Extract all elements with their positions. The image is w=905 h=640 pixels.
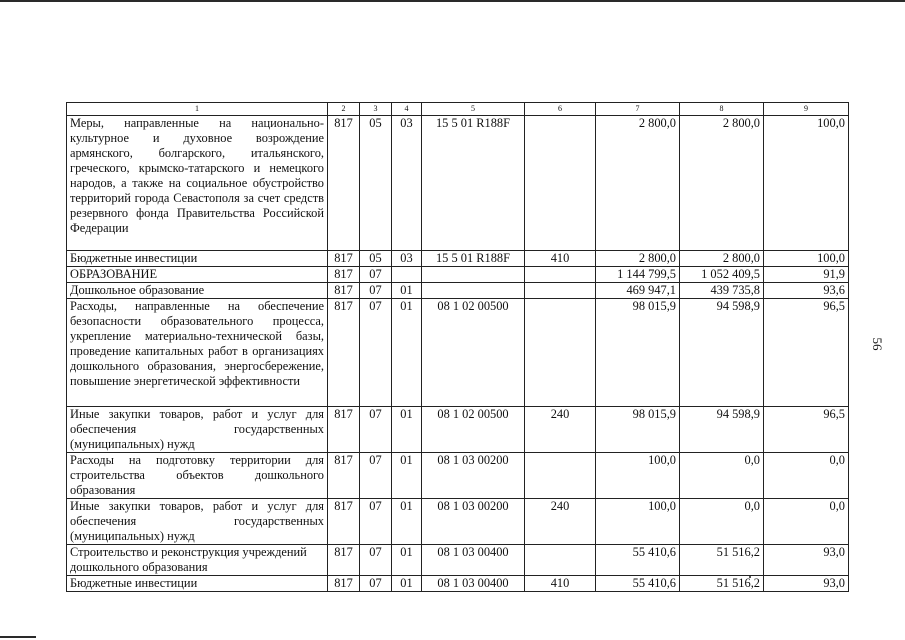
row-percent: 96,5 [764, 299, 849, 407]
row-percent: 0,0 [764, 453, 849, 499]
row-executed: 1 052 409,5 [680, 267, 764, 283]
row-subsection: 01 [392, 283, 422, 299]
row-subsection: 01 [392, 499, 422, 545]
row-subsection: 01 [392, 407, 422, 453]
row-grbs: 817 [328, 299, 360, 407]
row-target-article: 08 1 02 00500 [422, 299, 525, 407]
header-cell: 6 [525, 103, 596, 116]
row-subsection [392, 267, 422, 283]
row-subsection: 01 [392, 545, 422, 576]
row-name: Дошкольное образование [67, 283, 328, 299]
row-subsection: 03 [392, 251, 422, 267]
table-row [67, 251, 849, 267]
row-plan: 1 144 799,5 [596, 267, 680, 283]
row-section: 07 [360, 283, 392, 299]
row-plan: 2 800,0 [596, 251, 680, 267]
header-cell: 9 [764, 103, 849, 116]
row-target-article: 08 1 02 00500 [422, 407, 525, 453]
row-target-article [422, 267, 525, 283]
table-row [67, 267, 849, 283]
row-section: 05 [360, 116, 392, 251]
row-grbs: 817 [328, 576, 360, 592]
row-target-article: 08 1 03 00200 [422, 499, 525, 545]
header-cell: 7 [596, 103, 680, 116]
row-name: Расходы на подготовку территории для строительства объектов дошкольного образования [67, 453, 328, 499]
row-expense-type [525, 299, 596, 407]
row-section: 07 [360, 545, 392, 576]
table-row [67, 116, 849, 251]
row-executed: 94 598,9 [680, 407, 764, 453]
row-percent: 100,0 [764, 251, 849, 267]
row-executed: 94 598,9 [680, 299, 764, 407]
row-target-article: 15 5 01 R188F [422, 116, 525, 251]
row-section: 07 [360, 407, 392, 453]
row-section: 07 [360, 576, 392, 592]
row-grbs: 817 [328, 453, 360, 499]
row-subsection: 01 [392, 299, 422, 407]
row-expense-type: 410 [525, 576, 596, 592]
table-row [67, 545, 849, 576]
row-percent: 93,6 [764, 283, 849, 299]
row-subsection: 03 [392, 116, 422, 251]
row-name: Строительство и реконструкция учреждений дошкольного образования [67, 545, 328, 576]
row-executed: 51 516,2 [680, 576, 764, 592]
row-plan: 55 410,6 [596, 576, 680, 592]
row-name: ОБРАЗОВАНИЕ [67, 267, 328, 283]
row-percent: 93,0 [764, 545, 849, 576]
row-expense-type [525, 116, 596, 251]
header-cell: 2 [328, 103, 360, 116]
row-subsection: 01 [392, 576, 422, 592]
row-grbs: 817 [328, 283, 360, 299]
row-expense-type: 410 [525, 251, 596, 267]
row-expense-type [525, 453, 596, 499]
row-grbs: 817 [328, 545, 360, 576]
table-header-row [67, 103, 849, 116]
row-name: Иные закупки товаров, работ и услуг для обеспечения государственных (муниципальных) нужд [67, 499, 328, 545]
row-plan: 2 800,0 [596, 116, 680, 251]
row-expense-type [525, 267, 596, 283]
table-row [67, 283, 849, 299]
table-row [67, 407, 849, 453]
row-name: Бюджетные инвестиции [67, 251, 328, 267]
row-target-article [422, 283, 525, 299]
row-expense-type: 240 [525, 499, 596, 545]
row-name: Меры, направленные на национально-культурное и духовное возрождение армянского, болгарского, итальянского, греческого, крымско-татарского и немецкого народов, а также на социальное обустройство территорий города Севастополя за счет средств резервного фонда Правительства Российской Федерации [67, 116, 328, 251]
scan-bottom-mark [0, 636, 36, 638]
header-cell: 4 [392, 103, 422, 116]
page-number: 56 [870, 337, 885, 351]
table-row [67, 576, 849, 592]
row-section: 07 [360, 499, 392, 545]
row-section: 07 [360, 267, 392, 283]
row-section: 05 [360, 251, 392, 267]
row-plan: 98 015,9 [596, 299, 680, 407]
table-row [67, 499, 849, 545]
row-grbs: 817 [328, 251, 360, 267]
header-cell: 8 [680, 103, 764, 116]
row-plan: 55 410,6 [596, 545, 680, 576]
row-name: Иные закупки товаров, работ и услуг для обеспечения государственных (муниципальных) нужд [67, 407, 328, 453]
row-grbs: 817 [328, 267, 360, 283]
row-target-article: 08 1 03 00200 [422, 453, 525, 499]
row-plan: 100,0 [596, 453, 680, 499]
header-cell: 3 [360, 103, 392, 116]
row-expense-type [525, 545, 596, 576]
row-grbs: 817 [328, 499, 360, 545]
row-plan: 469 947,1 [596, 283, 680, 299]
row-executed: 2 800,0 [680, 116, 764, 251]
row-name: Расходы, направленные на обеспечение безопасности образовательного процесса, укрепление материально-технической базы, проведение капитальных работ в организациях дошкольного образования, энергосбережение, повышение энергетической эффективности [67, 299, 328, 407]
row-executed: 0,0 [680, 453, 764, 499]
row-plan: 100,0 [596, 499, 680, 545]
row-section: 07 [360, 299, 392, 407]
scan-top-edge [0, 0, 905, 2]
row-grbs: 817 [328, 407, 360, 453]
row-expense-type: 240 [525, 407, 596, 453]
table-row [67, 299, 849, 407]
row-percent: 100,0 [764, 116, 849, 251]
row-name: Бюджетные инвестиции [67, 576, 328, 592]
row-target-article: 15 5 01 R188F [422, 251, 525, 267]
row-section: 07 [360, 453, 392, 499]
row-percent: 0,0 [764, 499, 849, 545]
budget-table [66, 102, 849, 592]
row-target-article: 08 1 03 00400 [422, 576, 525, 592]
row-percent: 91,9 [764, 267, 849, 283]
row-percent: 96,5 [764, 407, 849, 453]
row-target-article: 08 1 03 00400 [422, 545, 525, 576]
row-subsection: 01 [392, 453, 422, 499]
header-cell: 1 [67, 103, 328, 116]
row-plan: 98 015,9 [596, 407, 680, 453]
table-row [67, 453, 849, 499]
row-percent: 93,0 [764, 576, 849, 592]
row-executed: 439 735,8 [680, 283, 764, 299]
row-executed: 2 800,0 [680, 251, 764, 267]
row-expense-type [525, 283, 596, 299]
row-executed: 51 516,2 [680, 545, 764, 576]
row-executed: 0,0 [680, 499, 764, 545]
row-grbs: 817 [328, 116, 360, 251]
header-cell: 5 [422, 103, 525, 116]
